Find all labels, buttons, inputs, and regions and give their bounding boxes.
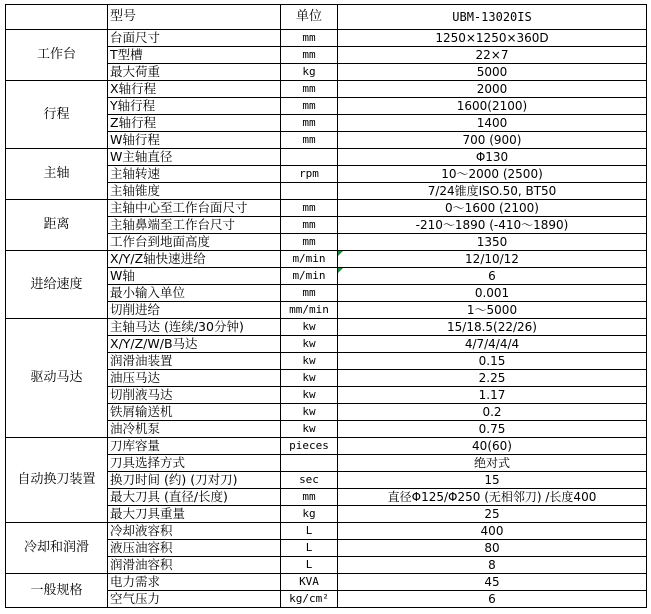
spec-value: 1～5000 [338,302,647,319]
spec-item: Y轴行程 [108,98,281,115]
spec-item: 最小输入单位 [108,285,281,302]
spec-value: 2.25 [338,370,647,387]
spec-value: 1250×1250×360D [338,30,647,47]
spec-item: 切削液马达 [108,387,281,404]
table-row [6,438,647,455]
spec-item: 电力需求 [108,574,281,591]
category-label: 进给速度 [6,251,108,319]
spec-unit: L [281,557,338,574]
spec-item: 油冷机泵 [108,421,281,438]
table-row [6,523,647,540]
spec-unit: mm [281,285,338,302]
spec-value: 45 [338,574,647,591]
category-label: 冷却和润滑 [6,523,108,574]
header-category-cell [6,5,108,30]
header-item: 型号 [108,5,281,30]
spec-unit: L [281,523,338,540]
spec-item: 润滑油容积 [108,557,281,574]
spec-unit: kg [281,64,338,81]
spec-value: 0.001 [338,285,647,302]
spec-item: 主轴转速 [108,166,281,183]
spec-item: 切削进给 [108,302,281,319]
spec-value: 7/24锥度ISO.50, BT50 [338,183,647,200]
spec-item: 最大刀具 (直径/长度) [108,489,281,506]
spec-unit: pieces [281,438,338,455]
spec-value: 1400 [338,115,647,132]
table-row [6,30,647,47]
spec-value: 5000 [338,64,647,81]
spec-value: 绝对式 [338,455,647,472]
spec-item: 主轴锥度 [108,183,281,200]
spec-unit: mm [281,489,338,506]
spec-unit: mm/min [281,302,338,319]
spec-value: 1.17 [338,387,647,404]
spec-unit: kw [281,353,338,370]
header-model: UBM-13020IS [338,5,647,30]
spec-value: 4/7/4/4/4 [338,336,647,353]
header-unit: 单位 [281,5,338,30]
spec-unit: kw [281,387,338,404]
spec-unit [281,183,338,200]
spec-value-commented: 12/10/12 [338,251,647,268]
spec-value: 6 [338,591,647,608]
spec-item: 铁屑输送机 [108,404,281,421]
spec-item: 液压油容积 [108,540,281,557]
spec-unit: mm [281,234,338,251]
spec-value: 10～2000 (2500) [338,166,647,183]
spec-value: 0.15 [338,353,647,370]
table-row [6,81,647,98]
spec-value: 400 [338,523,647,540]
spec-item: 主轴鼻端至工作台尺寸 [108,217,281,234]
category-label: 行程 [6,81,108,149]
spec-value: 700 (900) [338,132,647,149]
spec-unit: L [281,540,338,557]
spec-item: 工作台到地面高度 [108,234,281,251]
category-label: 驱动马达 [6,319,108,438]
spec-value: 2000 [338,81,647,98]
spec-item: 换刀时间 (约) (刀对刀) [108,472,281,489]
spec-unit: mm [281,81,338,98]
spec-unit: mm [281,200,338,217]
spec-item: 油压马达 [108,370,281,387]
spec-item: X/Y/Z轴快速进给 [108,251,281,268]
spec-item: 刀具选择方式 [108,455,281,472]
spec-value: 0～1600 (2100) [338,200,647,217]
spec-value: 8 [338,557,647,574]
spec-unit: kw [281,421,338,438]
spec-item: 最大荷重 [108,64,281,81]
spec-item: T型槽 [108,47,281,64]
table-row [6,200,647,217]
spec-value-commented: 6 [338,268,647,285]
spec-item: 冷却液容积 [108,523,281,540]
spec-value: 40(60) [338,438,647,455]
spec-unit: kw [281,336,338,353]
spec-unit: kw [281,404,338,421]
category-label: 距离 [6,200,108,251]
spec-unit [281,149,338,166]
spec-item: 台面尺寸 [108,30,281,47]
spec-value: 0.2 [338,404,647,421]
spec-item: X/Y/Z/W/B马达 [108,336,281,353]
spec-item: W轴 [108,268,281,285]
spec-value: 0.75 [338,421,647,438]
spec-unit: kw [281,319,338,336]
spec-item: 最大刀具重量 [108,506,281,523]
spec-unit: mm [281,47,338,64]
spec-item: X轴行程 [108,81,281,98]
category-label: 自动换刀装置 [6,438,108,523]
spec-item: W主轴直径 [108,149,281,166]
header-row [6,5,647,30]
spec-value: 22×7 [338,47,647,64]
spec-unit: mm [281,30,338,47]
spec-unit: rpm [281,166,338,183]
spec-unit: mm [281,132,338,149]
table-row [6,319,647,336]
category-label: 一般规格 [6,574,108,608]
spec-item: 刀库容量 [108,438,281,455]
spec-value: 25 [338,506,647,523]
spec-value: Φ130 [338,149,647,166]
spec-value: 80 [338,540,647,557]
spec-unit: mm [281,115,338,132]
spec-unit: mm [281,98,338,115]
spec-value: 15/18.5(22/26) [338,319,647,336]
spec-item: 主轴马达 (连续/30分钟) [108,319,281,336]
spec-item: 主轴中心至工作台面尺寸 [108,200,281,217]
spec-item: W轴行程 [108,132,281,149]
spec-unit: KVA [281,574,338,591]
spec-unit [281,455,338,472]
spec-unit: kg [281,506,338,523]
spec-value: 15 [338,472,647,489]
spec-value: 直径Φ125/Φ250 (无相邻刀) /长度400 [338,489,647,506]
spec-unit: kw [281,370,338,387]
spec-table [5,4,647,608]
spec-unit: m/min [281,251,338,268]
table-row [6,149,647,166]
spec-table-body [6,5,647,608]
spec-value: 1350 [338,234,647,251]
spec-unit: kg/cm² [281,591,338,608]
table-row [6,574,647,591]
spec-unit: m/min [281,268,338,285]
spec-item: Z轴行程 [108,115,281,132]
spec-unit: mm [281,217,338,234]
category-label: 工作台 [6,30,108,81]
spec-unit: sec [281,472,338,489]
spec-item: 空气压力 [108,591,281,608]
spec-value: -210～1890 (-410～1890) [338,217,647,234]
table-row [6,251,647,268]
spec-item: 润滑油装置 [108,353,281,370]
spec-value: 1600(2100) [338,98,647,115]
category-label: 主轴 [6,149,108,200]
